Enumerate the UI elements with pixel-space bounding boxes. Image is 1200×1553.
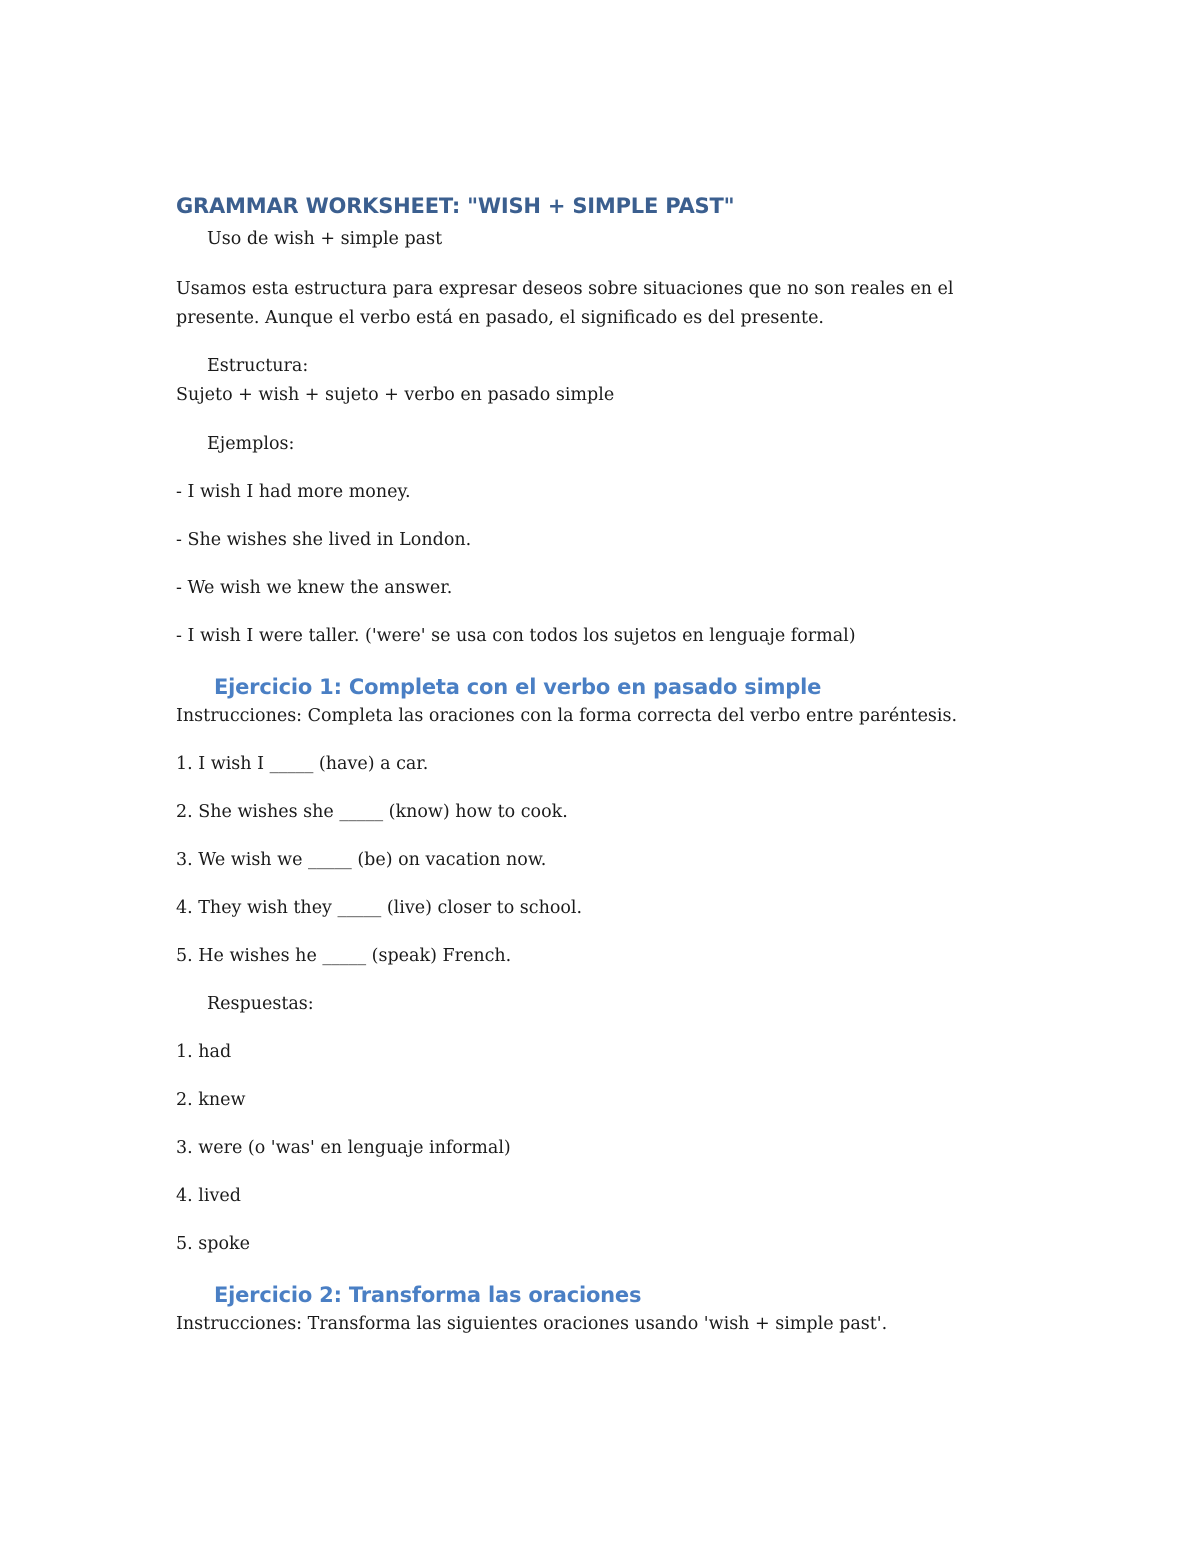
- example-item: - I wish I were taller. ('were' se usa con todos los sujetos en lenguaje formal): [176, 626, 856, 646]
- example-item: - We wish we knew the answer.: [176, 578, 453, 598]
- exercise1-item: 1. I wish I _____ (have) a car.: [176, 754, 429, 774]
- exercise2-instructions: Instrucciones: Transforma las siguientes oraciones usando 'wish + simple past'.: [176, 1314, 888, 1334]
- worksheet-title: GRAMMAR WORKSHEET: "WISH + SIMPLE PAST": [176, 194, 735, 218]
- intro-paragraph: Usamos esta estructura para expresar deseos sobre situaciones que no son reales en el presente. Aunque el verbo está en pasado, el significado es del presente.: [176, 279, 954, 328]
- structure-formula: Sujeto + wish + sujeto + verbo en pasado simple: [176, 385, 615, 405]
- answer-item: 5. spoke: [176, 1234, 250, 1254]
- exercise1-item: 3. We wish we _____ (be) on vacation now.: [176, 850, 547, 870]
- subtitle: Uso de wish + simple past: [207, 229, 443, 249]
- example-item: - She wishes she lived in London.: [176, 530, 472, 550]
- answer-item: 2. knew: [176, 1090, 246, 1110]
- exercise1-heading: Ejercicio 1: Completa con el verbo en pasado simple: [214, 675, 822, 699]
- exercise2-heading: Ejercicio 2: Transforma las oraciones: [214, 1283, 642, 1307]
- exercise1-item: 5. He wishes he _____ (speak) French.: [176, 946, 512, 966]
- exercise1-instructions: Instrucciones: Completa las oraciones con la forma correcta del verbo entre paréntesis.: [176, 706, 958, 726]
- answer-item: 1. had: [176, 1042, 232, 1062]
- structure-label: Estructura:: [207, 356, 309, 376]
- worksheet-page: [176, 192, 1036, 1339]
- exercise1-item: 4. They wish they _____ (live) closer to school.: [176, 898, 583, 918]
- exercise1-item: 2. She wishes she _____ (know) how to cook.: [176, 802, 568, 822]
- example-item: - I wish I had more money.: [176, 482, 411, 502]
- answer-item: 3. were (o 'was' en lenguaje informal): [176, 1138, 511, 1158]
- examples-label: Ejemplos:: [207, 434, 295, 454]
- answer-item: 4. lived: [176, 1186, 241, 1206]
- answers-label: Respuestas:: [207, 994, 314, 1014]
